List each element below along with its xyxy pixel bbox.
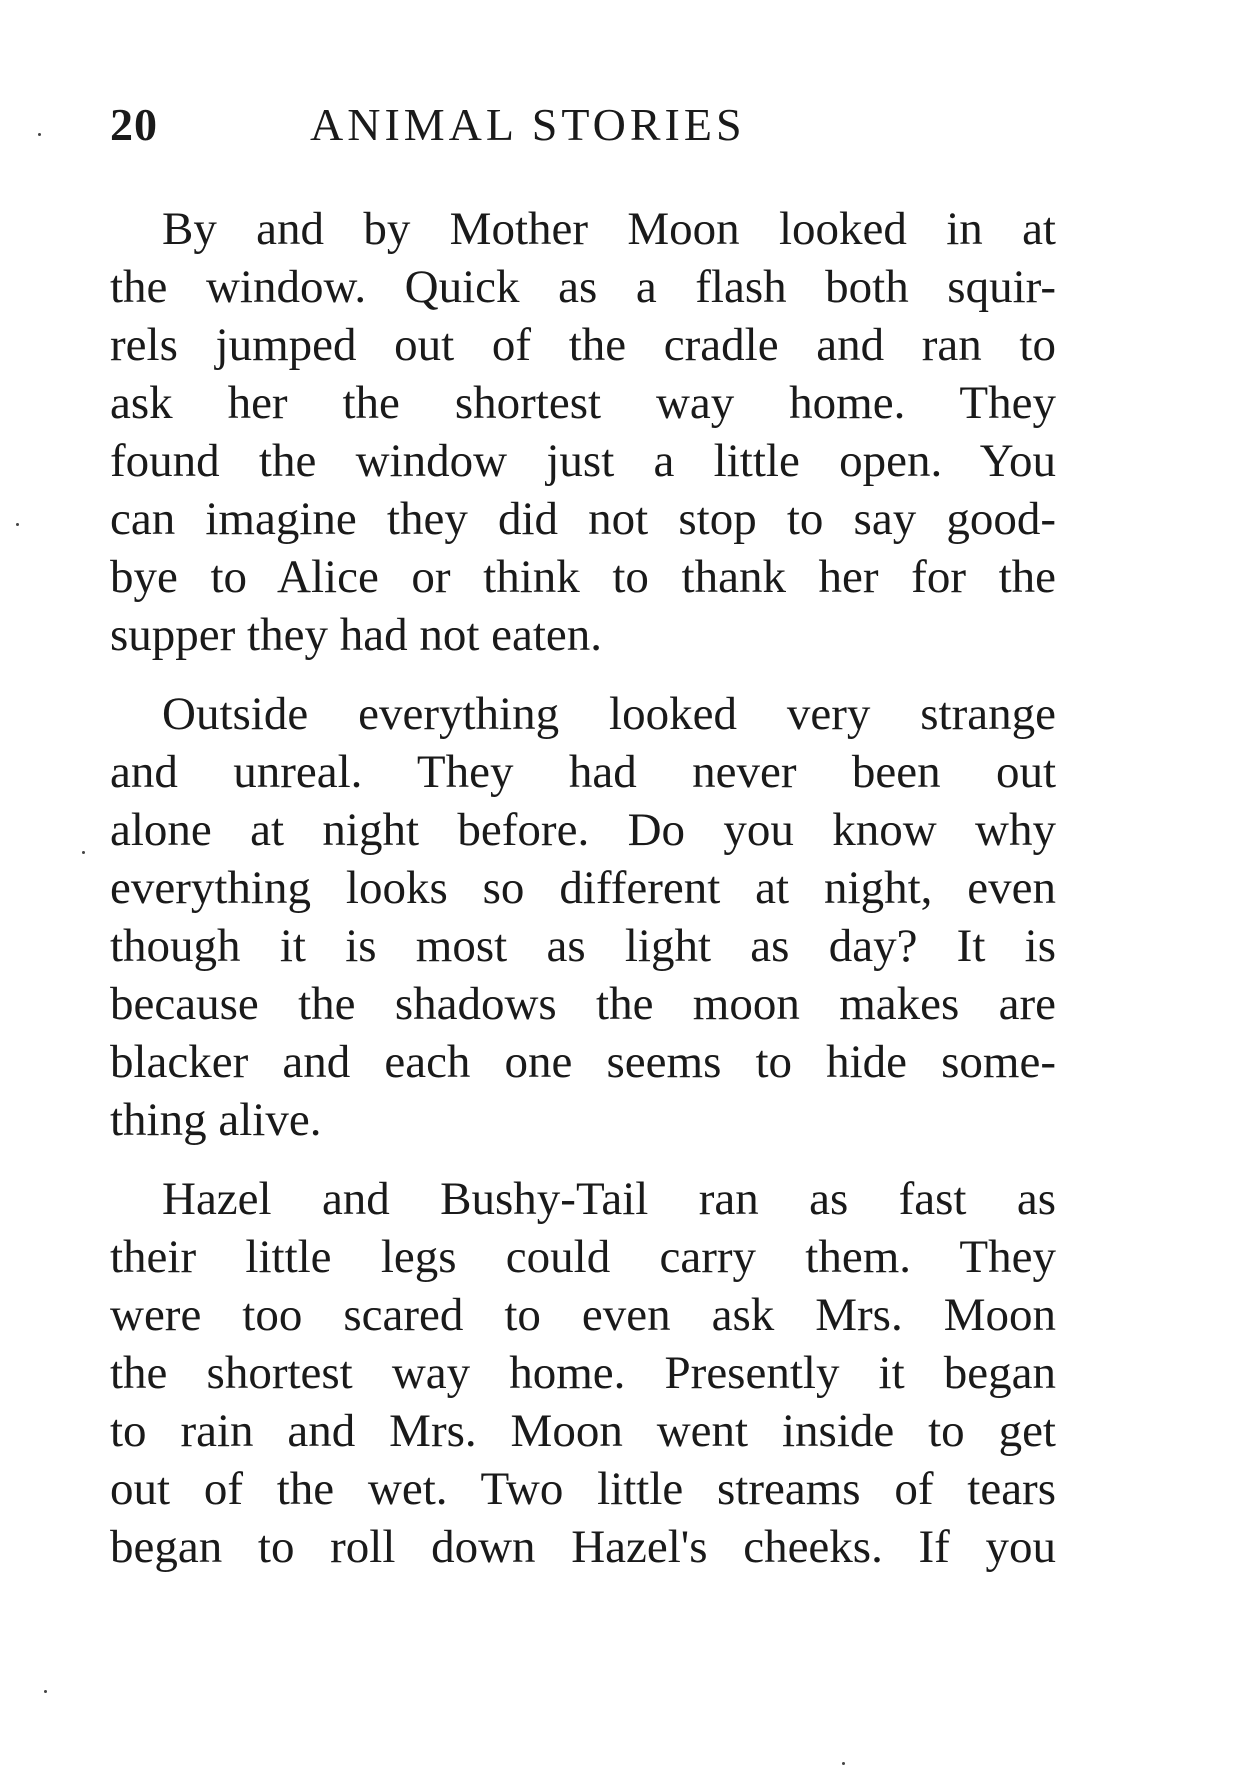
scan-speck bbox=[842, 1762, 845, 1765]
text-line: found the window just a little open. You bbox=[110, 435, 1056, 487]
text-line: because the shadows the moon makes are bbox=[110, 978, 1056, 1030]
text-line: supper they had not eaten. bbox=[110, 609, 603, 661]
page-header bbox=[110, 98, 1060, 168]
text-line: everything looks so different at night, even bbox=[110, 862, 1056, 914]
text-line: were too scared to even ask Mrs. Moon bbox=[110, 1289, 1056, 1341]
text-line: rels jumped out of the cradle and ran to bbox=[110, 319, 1056, 371]
text-line: bye to Alice or think to thank her for the bbox=[110, 551, 1056, 603]
text-line: thing alive. bbox=[110, 1094, 322, 1146]
text-line: to rain and Mrs. Moon went inside to get bbox=[110, 1405, 1056, 1457]
text-line: By and by Mother Moon looked in at bbox=[162, 203, 1056, 255]
scan-speck bbox=[82, 851, 85, 854]
paragraph-3 bbox=[110, 1170, 1056, 1576]
text-line: though it is most as light as day? It is bbox=[110, 920, 1056, 972]
text-line: the window. Quick as a flash both squir- bbox=[110, 261, 1056, 313]
scan-speck bbox=[38, 133, 41, 136]
text-line: alone at night before. Do you know why bbox=[110, 804, 1056, 856]
text-line: began to roll down Hazel's cheeks. If you bbox=[110, 1521, 1056, 1573]
body-text bbox=[110, 200, 1056, 1597]
text-line: their little legs could carry them. They bbox=[110, 1231, 1056, 1283]
text-line: Hazel and Bushy-Tail ran as fast as bbox=[162, 1173, 1056, 1225]
page-number: 20 bbox=[110, 99, 158, 150]
text-line: and unreal. They had never been out bbox=[110, 746, 1056, 798]
running-title: ANIMAL STORIES bbox=[310, 99, 746, 150]
text-line: Outside everything looked very strange bbox=[162, 688, 1056, 740]
text-line: can imagine they did not stop to say good- bbox=[110, 493, 1056, 545]
paragraph-1 bbox=[110, 200, 1056, 664]
scan-speck bbox=[44, 1690, 47, 1693]
text-line: out of the wet. Two little streams of tears bbox=[110, 1463, 1056, 1515]
text-line: ask her the shortest way home. They bbox=[110, 377, 1056, 429]
text-line: the shortest way home. Presently it began bbox=[110, 1347, 1056, 1399]
text-line: blacker and each one seems to hide some- bbox=[110, 1036, 1056, 1088]
scan-speck bbox=[16, 523, 19, 526]
paragraph-2 bbox=[110, 685, 1056, 1149]
